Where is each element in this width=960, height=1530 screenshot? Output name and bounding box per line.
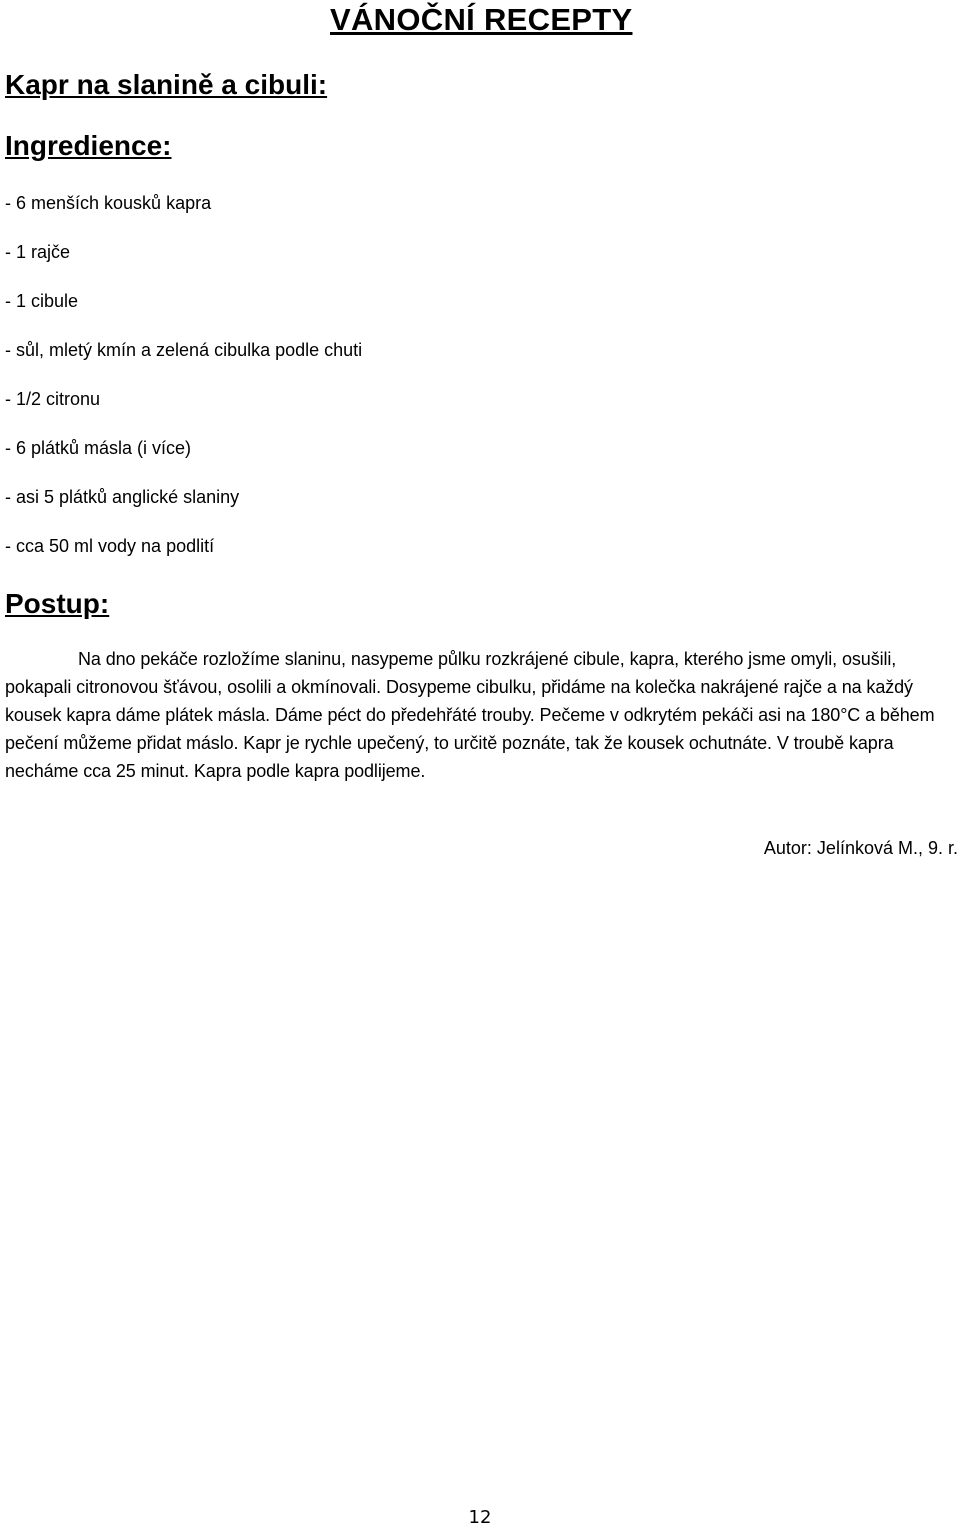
ingredient-item: - 6 menších kousků kapra (5, 193, 212, 213)
procedure-paragraph: Na dno pekáče rozložíme slaninu, nasypeme půlku rozkrájené cibule, kapra, kterého jsme omyli, osušili, pokapali citronovou šťávou, osolili a okmínovali. Dosypeme cibulku, přidáme na kolečka nakrájené rajče a na každý kousek kapra dáme plátek másla. Dáme péct do předehřáté trouby. Pečeme v odkrytém pekáči asi na 180°C a během pečení můžeme přidat máslo. Kapr je rychle upečený, to určitě poznáte, tak že kousek ochutnáte. V troubě kapra necháme cca 25 minut. Kapra podle kapra podlijeme. (5, 649, 935, 781)
ingredients-list (5, 189, 362, 581)
author-credit: Autor: Jelínková M., 9. r. (763, 838, 958, 858)
recipe-title: Kapr na slanině a cibuli: (5, 69, 328, 100)
page-number: 12 (468, 1507, 492, 1528)
ingredient-item: - 1 cibule (5, 291, 79, 311)
procedure-heading: Postup: (5, 588, 110, 619)
ingredient-item: - asi 5 plátků anglické slaniny (5, 487, 240, 507)
ingredients-heading: Ingredience: (5, 130, 172, 161)
ingredient-item: - 1/2 citronu (5, 389, 101, 409)
ingredient-item: - 1 rajče (5, 242, 71, 262)
page-title: VÁNOČNÍ RECEPTY (330, 2, 633, 37)
ingredient-item: - 6 plátků másla (i více) (5, 438, 192, 458)
ingredient-item: - cca 50 ml vody na podlití (5, 536, 215, 556)
ingredient-item: - sůl, mletý kmín a zelená cibulka podle chuti (5, 340, 363, 360)
